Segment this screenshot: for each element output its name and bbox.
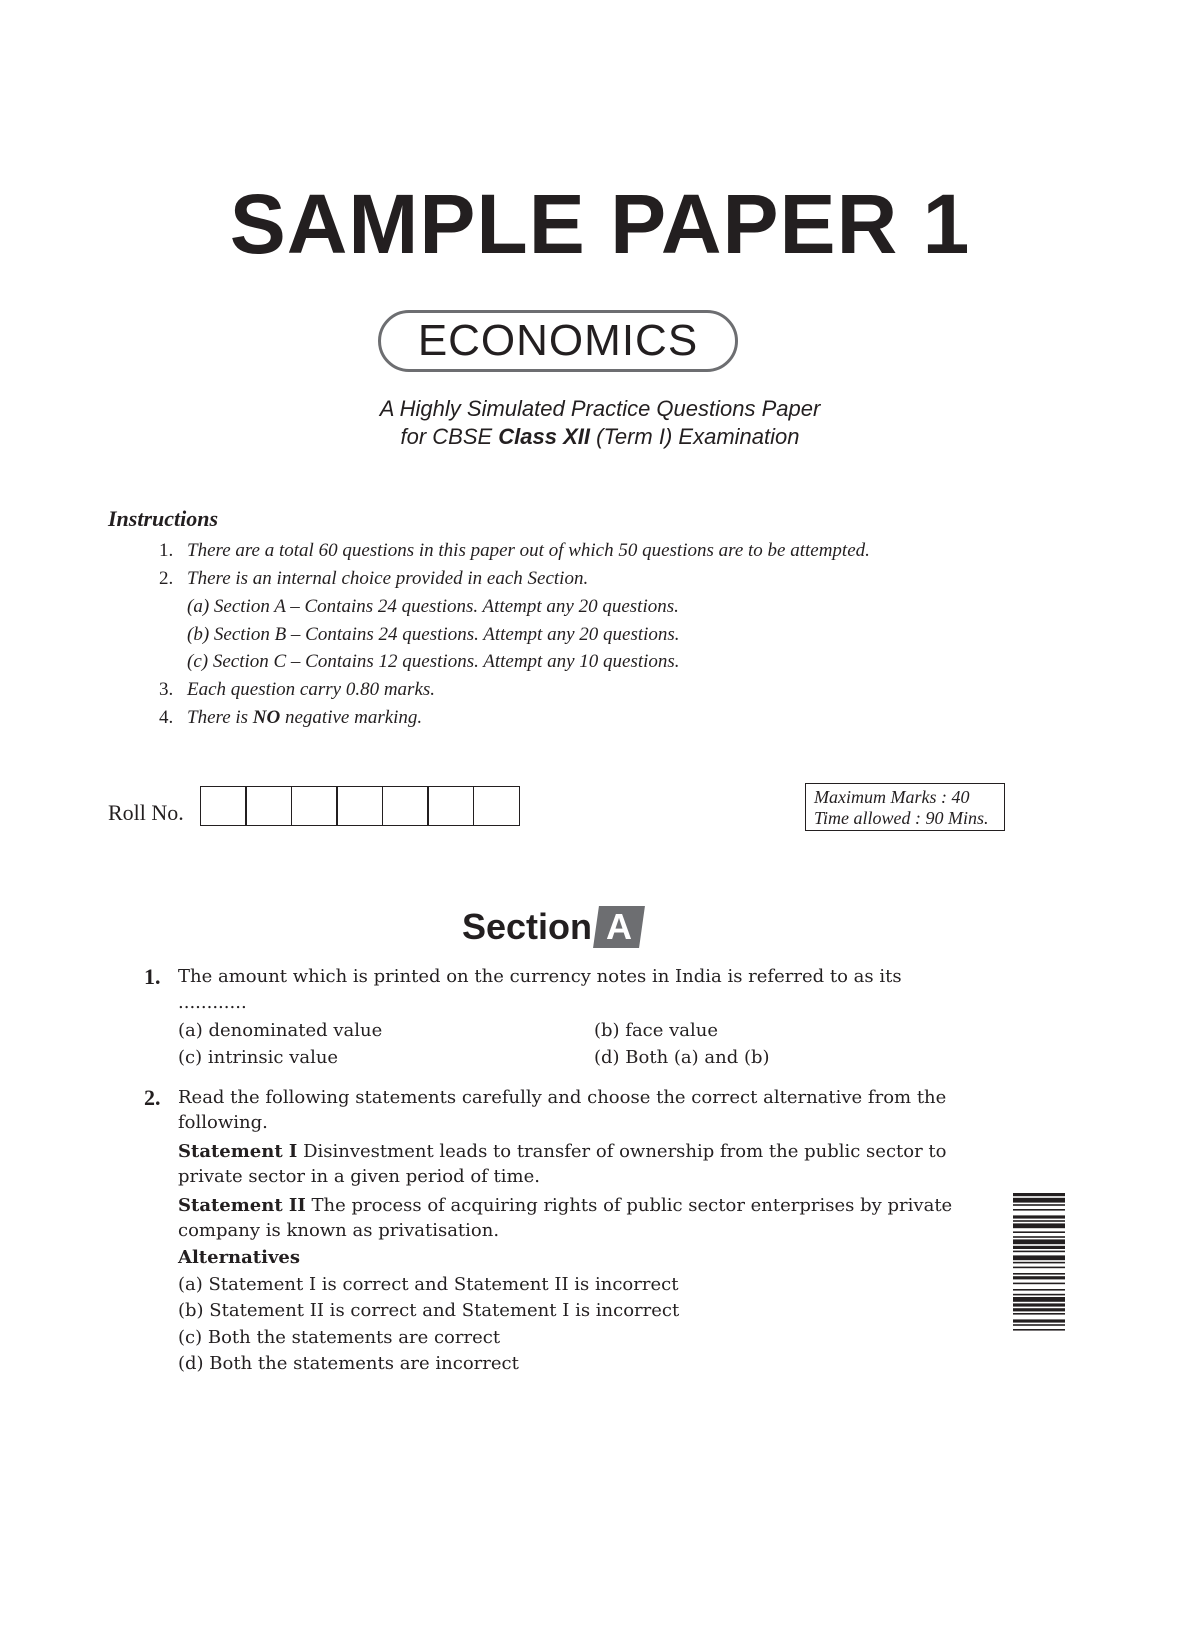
roll-no-digit-box[interactable]	[382, 786, 429, 826]
instruction-text: There is an internal choice provided in each Section.	[187, 568, 589, 589]
barcode-bar	[1013, 1267, 1065, 1269]
roll-no-digit-box[interactable]	[200, 786, 247, 826]
barcode-bar	[1013, 1319, 1065, 1322]
barcode-bar	[1013, 1313, 1065, 1315]
instruction-number: 4.	[159, 707, 174, 728]
statement-1	[178, 1143, 947, 1161]
instruction-text: There are a total 60 questions in this paper out of which 50 questions are to be attempted.	[187, 540, 870, 561]
roll-no-digit-box[interactable]	[427, 786, 474, 826]
instruction-text-prefix: There is	[187, 707, 253, 728]
tagline-class: Class XII	[498, 424, 591, 449]
barcode-bar	[1013, 1223, 1065, 1228]
barcode-bar	[1013, 1251, 1065, 1253]
barcode-bar	[1013, 1255, 1065, 1260]
instruction-text: (b) Section B – Contains 24 questions. Attempt any 20 questions.	[187, 624, 680, 645]
barcode-bar	[1013, 1289, 1065, 1291]
barcode-bar	[1013, 1297, 1065, 1302]
instruction-number: 3.	[159, 679, 174, 700]
tagline-prefix: for CBSE	[400, 424, 499, 449]
barcode-bar	[1013, 1276, 1065, 1279]
option: (b) Statement II is correct and Statement I is incorrect	[178, 1300, 680, 1321]
question-text-continued: following.	[178, 1112, 268, 1133]
barcode-bar	[1013, 1303, 1065, 1306]
instructions-heading: Instructions	[108, 506, 219, 531]
option: (d) Both (a) and (b)	[594, 1047, 770, 1068]
statement-1-continued: private sector in a given period of time.	[178, 1166, 540, 1187]
marks-info-box	[805, 783, 1005, 831]
option: (c) intrinsic value	[178, 1047, 339, 1068]
question-text: The amount which is printed on the currency notes in India is referred to as its	[178, 966, 902, 987]
barcode-bar	[1013, 1283, 1065, 1285]
barcode-bar	[1013, 1262, 1065, 1264]
question-blank: ............	[178, 992, 247, 1013]
barcode-bar	[1013, 1273, 1065, 1275]
roll-no-digit-box[interactable]	[336, 786, 383, 826]
option: (b) face value	[594, 1020, 719, 1041]
statement-2-continued: company is known as privatisation.	[178, 1220, 500, 1241]
roll-no-digit-box[interactable]	[291, 786, 338, 826]
barcode-bar	[1013, 1324, 1065, 1326]
barcode-bar	[1013, 1193, 1065, 1196]
barcode-bar	[1013, 1215, 1065, 1218]
barcode-bar	[1013, 1246, 1065, 1249]
statement-2	[178, 1197, 952, 1215]
instruction-text-suffix: negative marking.	[280, 707, 423, 728]
barcode-bar	[1013, 1294, 1065, 1296]
instruction-text	[187, 708, 422, 727]
maximum-marks: Maximum Marks : 40	[814, 787, 970, 807]
section-letter-badge	[593, 906, 645, 948]
barcode-bar	[1013, 1209, 1065, 1211]
option: (c) Both the statements are correct	[178, 1327, 501, 1348]
alternatives-label: Alternatives	[178, 1247, 301, 1268]
tagline-line-2	[0, 426, 1200, 448]
tagline-line-1: A Highly Simulated Practice Questions Paper	[379, 396, 821, 421]
barcode-bar	[1013, 1236, 1065, 1238]
tagline-suffix: (Term I) Examination	[590, 424, 800, 449]
section-letter: A	[606, 906, 633, 947]
question-number: 2.	[144, 1085, 161, 1110]
barcode-bar	[1013, 1220, 1065, 1222]
barcode-bar	[1013, 1239, 1065, 1244]
paper-title: SAMPLE PAPER 1	[229, 177, 971, 271]
section-word: Section	[462, 906, 593, 947]
time-allowed: Time allowed : 90 Mins.	[814, 808, 989, 828]
barcode-bar	[1013, 1308, 1065, 1311]
statement-text: The process of acquiring rights of public sector enterprises by private	[305, 1195, 953, 1216]
statement-label: Statement II	[178, 1195, 306, 1216]
roll-no-boxes	[201, 786, 520, 826]
question-text: Read the following statements carefully and choose the correct alternative from the	[178, 1087, 947, 1108]
roll-no-digit-box[interactable]	[473, 786, 520, 826]
statement-label: Statement I	[178, 1141, 298, 1162]
option: (a) Statement I is correct and Statement II is incorrect	[178, 1274, 679, 1295]
barcode-bar	[1013, 1329, 1065, 1331]
statement-text: Disinvestment leads to transfer of ownership from the public sector to	[297, 1141, 947, 1162]
barcode-bar	[1013, 1204, 1065, 1206]
barcode-bar	[1013, 1231, 1065, 1233]
roll-no-digit-box[interactable]	[245, 786, 292, 826]
section-heading	[462, 906, 642, 948]
instruction-text: (a) Section A – Contains 24 questions. Attempt any 20 questions.	[187, 596, 679, 617]
barcode-bar	[1013, 1198, 1065, 1203]
option: (d) Both the statements are incorrect	[178, 1353, 519, 1374]
instruction-text: Each question carry 0.80 marks.	[187, 679, 436, 700]
instruction-text: (c) Section C – Contains 12 questions. Attempt any 10 questions.	[187, 651, 680, 672]
instruction-text-emphasis: NO	[252, 707, 281, 728]
subject-badge	[378, 310, 738, 372]
instruction-number: 1.	[159, 540, 174, 561]
barcode-graphic	[1013, 1193, 1065, 1383]
subject-label: ECONOMICS	[417, 316, 699, 365]
question-number: 1.	[144, 964, 161, 989]
option: (a) denominated value	[178, 1020, 383, 1041]
instruction-number: 2.	[159, 568, 174, 589]
roll-no-label: Roll No.	[108, 800, 184, 825]
